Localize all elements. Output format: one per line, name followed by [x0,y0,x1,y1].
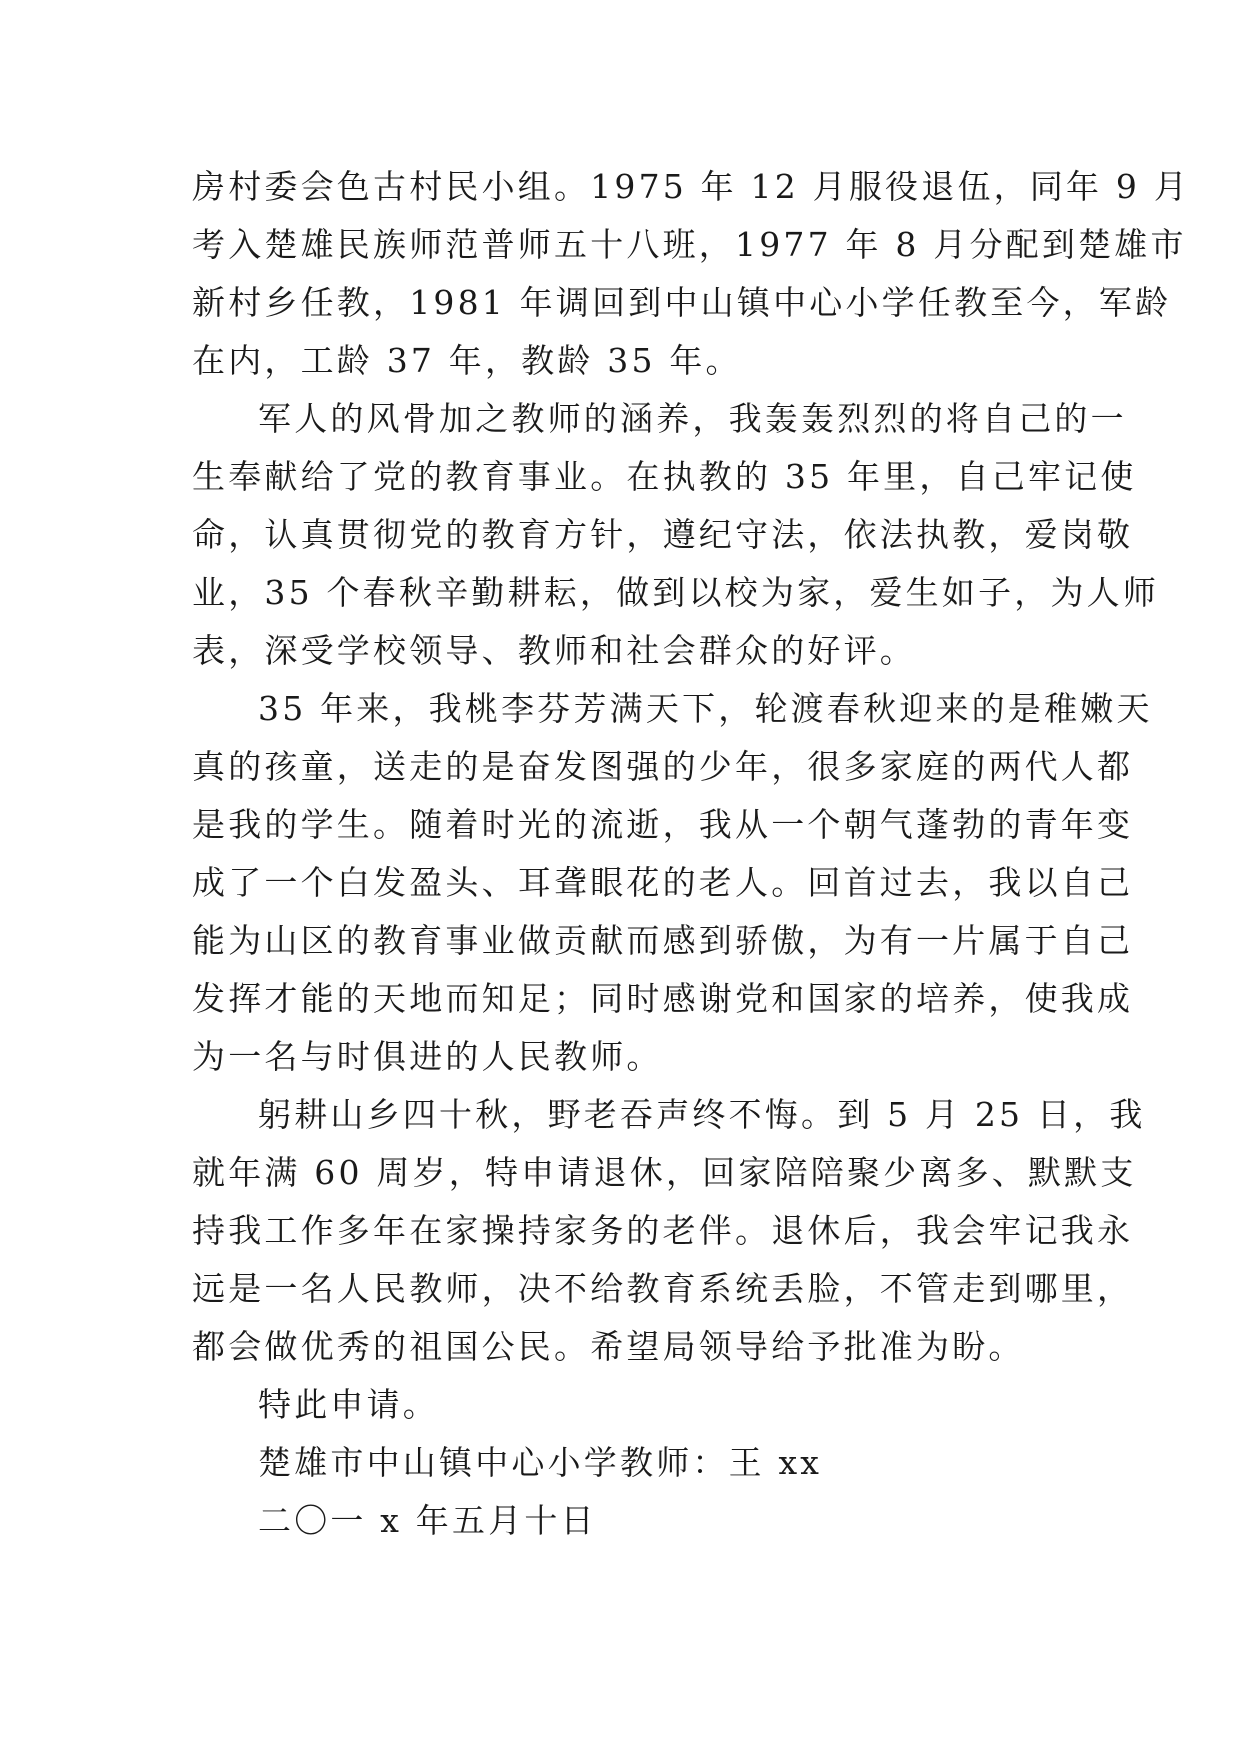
text-line: 35 年来，我桃李芬芳满天下，轮渡春秋迎来的是稚嫩天 [258,689,1153,728]
text-line: 远是一名人民教师，决不给教育系统丢脸，不管走到哪里， [192,1269,1134,1308]
text-line: 躬耕山乡四十秋，野老吞声终不悔。到 5 月 25 日，我 [258,1095,1146,1134]
text-line: 成了一个白发盈头、耳聋眼花的老人。回首过去，我以自己 [192,863,1134,902]
text-line: 房村委会色古村民小组。1975 年 12 月服役退伍，同年 9 月 [192,167,1191,206]
text-line: 真的孩童，送走的是奋发图强的少年，很多家庭的两代人都 [192,747,1134,786]
text-line: 为一名与时俱进的人民教师。 [192,1037,663,1076]
closing-line [192,1376,1062,1434]
document-body [192,158,1191,1550]
text-line: 在内，工龄 37 年，教龄 35 年。 [192,341,742,380]
date-text: 二〇一 x 年五月十日 [258,1501,597,1540]
paragraph-1 [192,158,1191,390]
text-line: 新村乡任教，1981 年调回到中山镇中心小学任教至今，军龄 [192,283,1172,322]
text-line: 生奉献给了党的教育事业。在执教的 35 年里，自己牢记使 [192,457,1137,496]
paragraph-4 [192,1086,1146,1376]
text-line: 命，认真贯彻党的教育方针，遵纪守法，依法执教，爱岗敬 [192,515,1134,554]
text-line: 表，深受学校领导、教师和社会群众的好评。 [192,631,916,670]
text-line: 持我工作多年在家操持家务的老伴。退休后，我会牢记我永 [192,1211,1134,1250]
closing-text: 特此申请。 [258,1385,439,1424]
text-line: 考入楚雄民族师范普师五十八班，1977 年 8 月分配到楚雄市 [192,225,1187,264]
text-line: 是我的学生。随着时光的流逝，我从一个朝气蓬勃的青年变 [192,805,1134,844]
text-line: 都会做优秀的祖国公民。希望局领导给予批准为盼。 [192,1327,1025,1366]
text-line: 军人的风骨加之教师的涵养，我轰轰烈烈的将自己的一 [258,399,1127,438]
text-line: 就年满 60 周岁，特申请退休，回家陪陪聚少离多、默默支 [192,1153,1137,1192]
text-line: 业，35 个春秋辛勤耕耘，做到以校为家，爱生如子，为人师 [192,573,1160,612]
text-line: 能为山区的教育事业做贡献而感到骄傲，为有一片属于自己 [192,921,1134,960]
paragraph-2 [192,390,1160,680]
signature-line [192,1434,1062,1492]
date-line [192,1492,1062,1550]
signature-text: 楚雄市中山镇中心小学教师：王 xx [258,1443,823,1482]
paragraph-3 [192,680,1153,1086]
text-line: 发挥才能的天地而知足；同时感谢党和国家的培养，使我成 [192,979,1134,1018]
